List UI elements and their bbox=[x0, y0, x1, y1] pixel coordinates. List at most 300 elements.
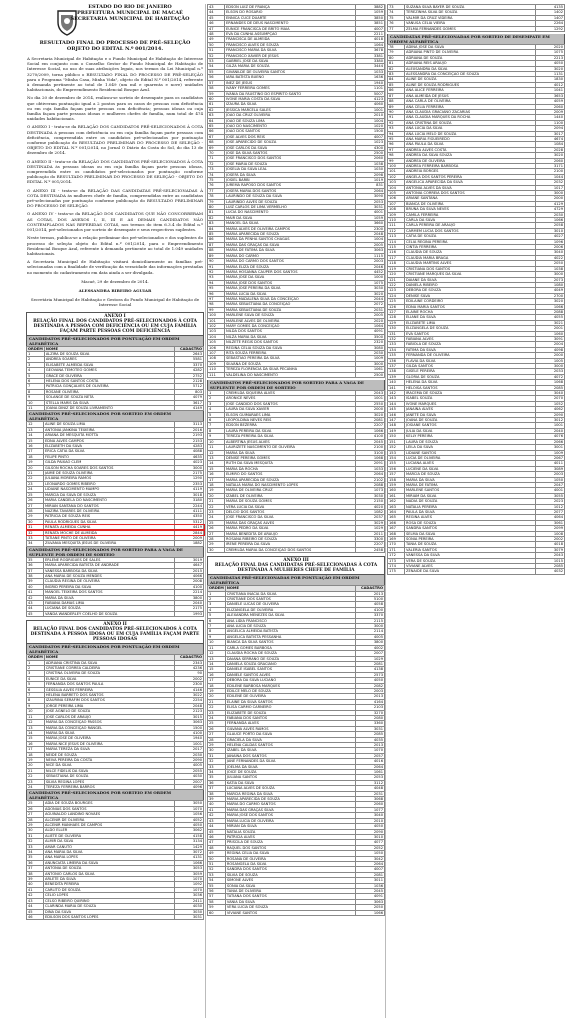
name-cell: VANESSA BARBOSA DA SILVA bbox=[44, 568, 175, 573]
name-cell: JORGE PEREIRA LIMA bbox=[44, 703, 174, 708]
cadastro-cell: 2066 bbox=[536, 439, 565, 444]
cadastro-cell: 2264 bbox=[536, 21, 565, 26]
order-cell: 133 bbox=[388, 342, 405, 347]
order-cell: 19 bbox=[208, 688, 226, 693]
cadastro-cell: 2005 bbox=[356, 313, 385, 318]
cadastro-cell: 3851 bbox=[356, 21, 385, 26]
order-cell: 99 bbox=[208, 307, 225, 312]
order-cell: 168 bbox=[388, 531, 405, 536]
cadastro-cell: 4079 bbox=[175, 395, 204, 400]
name-cell: CREMILDA MARIA DA CONCEIÇÃO DOS SANTOS bbox=[225, 547, 356, 552]
name-cell: JOICE DE SOUZA bbox=[225, 770, 355, 775]
order-cell: 25 bbox=[208, 520, 225, 525]
order-cell: 44 bbox=[208, 10, 225, 15]
cadastro-cell: 2064 bbox=[356, 188, 385, 193]
anexo-1-section-pontuacao: CANDIDATOS PRÉ-SELECIONADOS POR PONTUAÇÃO EM ORDEM ALFABÉTICA bbox=[26, 336, 204, 346]
order-cell: 164 bbox=[388, 509, 405, 514]
name-cell: JANE FERNANDES DA SILVA bbox=[225, 759, 355, 764]
name-cell: FABIOLA DE SOUZA bbox=[405, 342, 536, 347]
anexo-3-table-pontuacao bbox=[207, 585, 385, 916]
cadastro-cell: 2010 bbox=[356, 818, 385, 823]
name-cell: ELIANE DA SILVA bbox=[405, 315, 536, 320]
cadastro-cell: 1019 bbox=[356, 178, 385, 183]
order-cell: 17 bbox=[208, 678, 226, 683]
order-cell: 96 bbox=[208, 291, 225, 296]
name-cell: FRANCISCA DE ALMEIDA bbox=[225, 37, 356, 42]
cadastro-cell: 1500 bbox=[356, 129, 385, 134]
order-cell: 13 bbox=[208, 455, 225, 460]
document-body bbox=[25, 56, 205, 275]
cadastro-cell: 4005 bbox=[356, 634, 385, 639]
name-cell: HELENA CALDAS SANTOS bbox=[225, 743, 355, 748]
name-cell: ADRIANA PINTO DE OLIVEIRA bbox=[405, 50, 536, 55]
cadastro-cell: 3113 bbox=[175, 422, 204, 427]
order-cell: 9 bbox=[27, 703, 45, 708]
cadastro-cell: 1292 bbox=[536, 26, 565, 31]
order-cell: 39 bbox=[208, 797, 226, 802]
order-cell: 31 bbox=[27, 525, 44, 530]
cadastro-cell: 3080 bbox=[356, 345, 385, 350]
cadastro-cell: 3031 bbox=[175, 914, 204, 919]
name-cell: ANA ALMEIDA DE JESUS bbox=[405, 93, 536, 98]
name-cell: VIVIANE SANTOS bbox=[225, 910, 355, 915]
order-cell: 144 bbox=[388, 401, 405, 406]
cadastro-cell: 2500 bbox=[356, 372, 385, 377]
name-cell: JOANA DE SOUZA bbox=[405, 418, 536, 423]
name-cell: MARIA DAS GRAÇAS SILVA bbox=[225, 807, 355, 812]
cadastro-cell: 4023 bbox=[175, 460, 204, 465]
order-cell: 173 bbox=[388, 558, 405, 563]
name-cell: JOÃO DO NASCIMENTO bbox=[225, 123, 356, 128]
name-cell: ELAINE DA SILVA SANTOS bbox=[225, 699, 355, 704]
cadastro-cell: 3370 bbox=[175, 362, 204, 367]
cadastro-cell: 1033 bbox=[356, 466, 385, 471]
order-cell: 15 bbox=[27, 736, 45, 741]
order-cell: 36 bbox=[208, 780, 226, 785]
cadastro-cell: 1020 bbox=[356, 123, 385, 128]
cadastro-cell: 1940 bbox=[175, 736, 204, 741]
cadastro-cell: 2091 bbox=[356, 461, 385, 466]
name-cell: IRACEMA DE SOUZA bbox=[405, 391, 536, 396]
signer-name: ALESSANDRA RIBEIRO AGUIAR bbox=[78, 287, 152, 293]
order-cell: 95 bbox=[208, 286, 225, 291]
name-cell: ADRIANA REIS ARAUJO bbox=[405, 61, 536, 66]
cadastro-cell: 2254 bbox=[175, 698, 204, 703]
name-cell: ZILVANIA MESQUITA JESUS DE OLIVEIRA bbox=[44, 541, 175, 546]
name-cell: ALEXSANDRA DA SILVA bbox=[405, 66, 536, 71]
name-cell: ANTONIO CARLOS DA SILVA bbox=[44, 871, 175, 876]
cadastro-cell: 1500 bbox=[175, 725, 204, 730]
order-cell: 39 bbox=[27, 877, 44, 882]
name-cell: CRISTIANA DOS SANTOS bbox=[405, 266, 536, 271]
cadastro-cell: 1038 bbox=[356, 161, 385, 166]
cadastro-cell: 1004 bbox=[356, 118, 385, 123]
cadastro-cell: 2064 bbox=[356, 472, 385, 477]
cadastro-cell: 2300 bbox=[356, 226, 385, 231]
order-cell: 118 bbox=[388, 261, 405, 266]
cadastro-cell: 3053 bbox=[175, 866, 204, 871]
cadastro-cell: 4007 bbox=[356, 26, 385, 31]
name-cell: STELLA MARIS DA SILVA bbox=[44, 400, 174, 405]
name-cell: DINA DA SILVA bbox=[44, 909, 175, 914]
order-cell: 4 bbox=[27, 368, 45, 373]
cadastro-cell: 3100 bbox=[356, 450, 385, 455]
cadastro-cell: 4282 bbox=[175, 368, 204, 373]
order-cell: 28 bbox=[208, 537, 225, 542]
name-cell: GLAUCE PORTO DA SILVA bbox=[225, 732, 355, 737]
cadastro-cell: 2060 bbox=[536, 104, 565, 109]
name-cell: CLAUDIA DE SOUZA bbox=[405, 250, 536, 255]
order-cell: 82 bbox=[388, 66, 405, 71]
name-cell: MARIA DE OLIVEIRA CRUZ bbox=[225, 488, 356, 493]
cadastro-cell: 1005 bbox=[536, 358, 565, 363]
cadastro-cell: 3063 bbox=[175, 720, 204, 725]
name-cell: LEILA DA SILVA bbox=[405, 445, 536, 450]
cadastro-cell: 2320 bbox=[356, 340, 385, 345]
name-cell: FERNANDA DOS SANTOS PAULA bbox=[44, 682, 174, 687]
name-cell: DAIANE DA SILVA bbox=[405, 277, 536, 282]
name-cell: MARIA JOSE DA SILVA bbox=[225, 275, 356, 280]
cadastro-cell: 1001 bbox=[536, 423, 565, 428]
cadastro-cell: 4072 bbox=[536, 374, 565, 379]
order-cell: 175 bbox=[388, 569, 405, 574]
name-cell: CARLA GOMES BARBOSA bbox=[225, 645, 355, 650]
cadastro-cell: 3800 bbox=[356, 640, 385, 645]
order-cell: 150 bbox=[388, 434, 405, 439]
order-cell: 21 bbox=[208, 699, 226, 704]
cadastro-cell: 3022 bbox=[175, 693, 204, 698]
order-cell: 14 bbox=[208, 461, 225, 466]
cadastro-cell: 2007 bbox=[175, 779, 204, 784]
name-cell: ANDREA FERREIRA BARBOSA bbox=[405, 163, 536, 168]
cadastro-cell: 1830 bbox=[536, 77, 565, 82]
order-cell: 139 bbox=[388, 374, 405, 379]
order-cell: 41 bbox=[208, 807, 226, 812]
name-cell: ERNANDES DE DEUS NASCIMENTO bbox=[225, 21, 356, 26]
anexo-3-section-pontuacao: CANDIDATAS PRÉ-SELECIONADAS POR PONTUAÇÃO EM ORDEM ALFABÉTICA bbox=[207, 575, 385, 585]
order-cell: 30 bbox=[208, 547, 225, 552]
order-cell: 16 bbox=[208, 672, 226, 677]
name-cell: DEBORA DA SILVA LUCIANO bbox=[225, 678, 355, 683]
name-cell: ALMIR DA SILVA bbox=[44, 839, 175, 844]
name-cell: ANA MARIA FIGUEIREDO bbox=[405, 136, 536, 141]
cadastro-cell: 1070 bbox=[175, 887, 204, 892]
name-cell: CAMILA FERREIRA bbox=[405, 212, 536, 217]
order-cell: 4 bbox=[208, 407, 225, 412]
order-cell: 26 bbox=[208, 526, 225, 531]
cadastro-cell: 4100 bbox=[175, 584, 204, 589]
cadastro-cell: 3000 bbox=[536, 272, 565, 277]
order-cell: 96 bbox=[388, 142, 405, 147]
order-cell: 33 bbox=[27, 535, 44, 540]
order-cell: 41 bbox=[27, 887, 44, 892]
order-cell: 78 bbox=[208, 194, 225, 199]
order-cell: 161 bbox=[388, 493, 405, 498]
name-cell: ARLETE DA SILVA bbox=[44, 877, 175, 882]
name-cell: MARIA DA SILVA bbox=[405, 477, 536, 482]
name-cell: EDILENE DE OLIVEIRA bbox=[225, 694, 355, 699]
name-cell: FERNANDA ALVES bbox=[225, 721, 355, 726]
cadastro-cell: 4100 bbox=[356, 607, 385, 612]
cadastro-cell: 4138 bbox=[356, 667, 385, 672]
cadastro-cell: 3040 bbox=[536, 250, 565, 255]
cadastro-cell: 2103 bbox=[356, 705, 385, 710]
name-cell: LUCIANA ALVES bbox=[405, 461, 536, 466]
name-cell: INGRID PEREIRA DA SILVA bbox=[44, 584, 175, 589]
cadastro-cell: 3040 bbox=[536, 391, 565, 396]
order-cell: 88 bbox=[208, 248, 225, 253]
column-3-table-sorteio bbox=[387, 44, 565, 575]
name-cell: CRISTIANE MARQUES DA SILVA bbox=[405, 272, 536, 277]
cadastro-cell: 2214 bbox=[175, 590, 204, 595]
order-cell: 18 bbox=[208, 683, 226, 688]
table-row bbox=[27, 541, 204, 546]
cadastro-cell: 3055 bbox=[536, 493, 565, 498]
column-header: NOME bbox=[225, 586, 355, 591]
order-cell: 98 bbox=[208, 302, 225, 307]
anexo-1-table-suplente bbox=[26, 557, 204, 617]
cadastro-cell: 4091 bbox=[356, 894, 385, 899]
table-row bbox=[27, 406, 204, 411]
name-cell: FLAVIA DA SILVA bbox=[405, 358, 536, 363]
cadastro-cell: 1075 bbox=[536, 50, 565, 55]
name-cell: ANA LUCIA MELO DE SOUZA bbox=[405, 131, 536, 136]
order-cell: 78 bbox=[388, 45, 405, 50]
cadastro-cell: 4035 bbox=[356, 737, 385, 742]
order-cell: 111 bbox=[208, 372, 225, 377]
cadastro-cell: 1096 bbox=[536, 239, 565, 244]
cadastro-cell: 1082 bbox=[356, 509, 385, 514]
order-cell: 90 bbox=[208, 259, 225, 264]
name-cell: MARIA SEBASTIANA DA CONCEIÇÃO bbox=[225, 302, 356, 307]
body-paragraph: O ANEXO IV - trata-se da RELAÇÃO DOS CANDIDATOS QUE NÃO CONCORRERAM AS COTAS, DOS ANEXOS I, II, III E AS DEMAIS CANDIDATOS NÃO CONTEMPLADOS NAS REFERIDAS COTAS, nos termos do item 6.3.4 do Edital n.º 001/2014, pré-selecionados por sorteio de desempate e seus respectivos suplentes. bbox=[27, 211, 203, 233]
name-cell: INEZ DE JESUS bbox=[225, 80, 356, 85]
column-3-section-sorteio: CANDIDATAS PRÉ-SELECIONADAS POR SORTEIO DE DESEMPATE EM ORDEM ALFABÉTICA bbox=[387, 34, 565, 44]
order-cell: 110 bbox=[388, 218, 405, 223]
name-cell: VERA LUCIA DE SOUZA bbox=[225, 905, 355, 910]
name-cell: ERICA CATIA DA SILVA bbox=[44, 449, 175, 454]
name-cell: PAULA RODRIGUES DA SILVA bbox=[44, 519, 175, 524]
order-cell: 7 bbox=[27, 384, 45, 389]
order-cell: 32 bbox=[27, 839, 44, 844]
cadastro-cell: 2099 bbox=[536, 526, 565, 531]
cadastro-cell: 2844 bbox=[175, 530, 204, 535]
cadastro-cell: 2353 bbox=[175, 481, 204, 486]
name-cell: JOÃO DA CRUZ OLIVEIRA bbox=[225, 113, 356, 118]
order-cell: 14 bbox=[208, 661, 226, 666]
name-cell: CRISTIANE CORREA CALDEIRA bbox=[44, 666, 174, 671]
cadastro-cell: 2114 bbox=[356, 629, 385, 634]
name-cell: MARIA DE SOUZA GOMES bbox=[225, 499, 356, 504]
order-cell: 12 bbox=[27, 720, 45, 725]
order-cell: 86 bbox=[208, 237, 225, 242]
name-cell: CARMEM LUCIA DOS SANTOS bbox=[405, 228, 536, 233]
order-cell: 158 bbox=[388, 477, 405, 482]
cadastro-cell: 4030 bbox=[175, 904, 204, 909]
name-cell: FELIPE PINTO bbox=[44, 454, 175, 459]
cadastro-cell: 2098 bbox=[356, 172, 385, 177]
order-cell: 31 bbox=[208, 753, 226, 758]
name-cell: TEREZA FERREIRA BARROS bbox=[44, 784, 174, 789]
cadastro-cell: 4135 bbox=[536, 5, 565, 10]
cadastro-cell: 4100 bbox=[356, 434, 385, 439]
order-cell: 42 bbox=[27, 595, 44, 600]
order-cell: 24 bbox=[208, 515, 225, 520]
column-3 bbox=[385, 4, 566, 1018]
cadastro-cell: 1030 bbox=[356, 167, 385, 172]
name-cell: NATALIA MARIA DO NASCIMENTO LOPES bbox=[225, 482, 356, 487]
anexo-3-title: RELAÇÃO FINAL DAS CANDIDATAS PRÉ-SELECIONADAS À COTA DESTINADA À MULHERES CHEFE DE FAMÍLIA bbox=[214, 563, 378, 574]
name-cell: ALINE DE SOUZA LIMA bbox=[44, 422, 175, 427]
name-cell: JANAINA DOS SANTOS bbox=[225, 753, 355, 758]
name-cell: EDNA MARIA SANTOS bbox=[405, 304, 536, 309]
name-cell: NILZETE REGIS DOS SANTOS bbox=[225, 340, 356, 345]
name-cell: NATALIA SOUZA bbox=[225, 829, 355, 834]
column-2-table-suplente bbox=[207, 390, 385, 553]
name-cell: JOÃO DE SOUZA LIMA bbox=[225, 118, 356, 123]
order-cell: 34 bbox=[27, 541, 44, 546]
order-cell: 73 bbox=[208, 167, 225, 172]
name-cell: DENISE PEREIRA GOMES bbox=[225, 455, 356, 460]
order-cell: 100 bbox=[388, 163, 405, 168]
order-cell: 95 bbox=[388, 136, 405, 141]
cadastro-cell: 3021 bbox=[536, 320, 565, 325]
order-cell: 10 bbox=[208, 640, 226, 645]
order-cell: 149 bbox=[388, 428, 405, 433]
order-cell: 124 bbox=[388, 293, 405, 298]
name-cell: REGINA CELIA DA SILVA bbox=[225, 851, 355, 856]
cadastro-cell: 2064 bbox=[356, 764, 385, 769]
cadastro-cell: 1012 bbox=[536, 504, 565, 509]
order-cell: 58 bbox=[208, 86, 225, 91]
order-cell: 137 bbox=[388, 364, 405, 369]
cadastro-cell: 831 bbox=[356, 183, 385, 188]
name-cell: FRANCISCO ALVES DE SOUZA bbox=[225, 42, 356, 47]
order-cell: 65 bbox=[208, 123, 225, 128]
cadastro-cell: 3882 bbox=[356, 5, 385, 10]
name-cell: ANA CRISTINA DE SOUZA bbox=[405, 120, 536, 125]
order-cell: 75 bbox=[388, 15, 405, 20]
order-cell: 57 bbox=[208, 894, 226, 899]
order-cell: 10 bbox=[27, 709, 45, 714]
cadastro-cell: 4050 bbox=[356, 824, 385, 829]
order-cell: 22 bbox=[208, 504, 225, 509]
cadastro-cell: 2175 bbox=[175, 471, 204, 476]
order-cell: 122 bbox=[388, 282, 405, 287]
name-cell: JOSE AGNELO DE SOUZA bbox=[44, 709, 174, 714]
order-cell: 28 bbox=[27, 508, 44, 513]
order-cell: 159 bbox=[388, 482, 405, 487]
cadastro-cell: 2058 bbox=[536, 223, 565, 228]
cadastro-cell: 5100 bbox=[356, 597, 385, 602]
name-cell: ADRIANA CRISTINA DA SILVA bbox=[44, 660, 174, 665]
name-cell: PRISCILA DE SOUZA bbox=[225, 840, 355, 845]
order-cell: 89 bbox=[388, 104, 405, 109]
order-cell: 48 bbox=[208, 32, 225, 37]
cadastro-cell: 1017 bbox=[536, 185, 565, 190]
cadastro-cell: 1044 bbox=[536, 174, 565, 179]
name-cell: LIDIANE NASCIMENTO MAMPO bbox=[44, 487, 175, 492]
name-cell: LEOPOLDINA NEVES REIS bbox=[225, 418, 356, 423]
order-cell: 37 bbox=[208, 786, 226, 791]
order-cell: 98 bbox=[388, 153, 405, 158]
order-cell: 27 bbox=[208, 732, 226, 737]
name-cell: FABIANA DOS SANTOS bbox=[225, 715, 355, 720]
cadastro-cell: 4129 bbox=[536, 201, 565, 206]
name-cell: ROSANA DE OLIVEIRA bbox=[225, 856, 355, 861]
name-cell: MARIA ALVES DE OLIVEIRA CAMPOS bbox=[225, 226, 356, 231]
cadastro-cell: 4146 bbox=[175, 687, 204, 692]
name-cell: ANA CARLA DE OLIVEIRA bbox=[405, 99, 536, 104]
cadastro-cell: 1064 bbox=[356, 42, 385, 47]
cadastro-cell: 1050 bbox=[356, 851, 385, 856]
name-cell: LIDIANE SANTOS bbox=[405, 450, 536, 455]
name-cell: MARIA NICE JESUS DE OLIVEIRA bbox=[44, 741, 174, 746]
order-cell: 104 bbox=[208, 334, 225, 339]
name-cell: JOSE CARLOS DA SILVA bbox=[225, 145, 356, 150]
cadastro-cell: 2013 bbox=[356, 591, 385, 596]
order-cell: 23 bbox=[27, 779, 45, 784]
column-header: CADASTRO bbox=[175, 655, 204, 660]
name-cell: MARIA DO CARMO bbox=[225, 253, 356, 258]
order-cell: 70 bbox=[208, 150, 225, 155]
name-cell: ANA LIDIA FRANCISCO bbox=[225, 618, 355, 623]
order-cell: 44 bbox=[208, 824, 226, 829]
order-cell: 28 bbox=[208, 737, 226, 742]
name-cell: CARLA PEREIRA DE ARAUJO bbox=[405, 223, 536, 228]
cadastro-cell: 3015 bbox=[175, 714, 204, 719]
order-cell: 108 bbox=[388, 207, 405, 212]
name-cell: IZAURA DA SILVA bbox=[225, 102, 356, 107]
order-cell: 3 bbox=[27, 671, 45, 676]
order-cell: 15 bbox=[208, 466, 225, 471]
name-cell: JOSE CARLOS DE ARAUJO bbox=[44, 714, 174, 719]
name-cell: TEREZINHA SILVA DE SOUZA bbox=[405, 10, 536, 15]
cadastro-cell: 1084 bbox=[536, 142, 565, 147]
order-cell: 94 bbox=[388, 131, 405, 136]
order-cell: 123 bbox=[388, 288, 405, 293]
body-paragraph: Neste termos, publica-se a relação preliminar dos pré-selecionados e dos suplentes do processo de seleção objeto do Edital n.º 001/2014, para o Empreendimento Residencial Bosque Azul, referente à demanda pertinente ao total de 1.049 unidades habitacionais. bbox=[27, 235, 203, 256]
order-cell: 19 bbox=[27, 460, 44, 465]
name-cell: JOSE CANDIDO DOS SANTOS bbox=[225, 401, 356, 406]
cadastro-cell: 4158 bbox=[175, 833, 204, 838]
order-cell: 30 bbox=[27, 519, 44, 524]
order-cell: 50 bbox=[208, 856, 226, 861]
cadastro-cell: 3020 bbox=[356, 291, 385, 296]
cadastro-cell: 1440 bbox=[536, 115, 565, 120]
cadastro-cell: 2100 bbox=[536, 169, 565, 174]
order-cell: 103 bbox=[388, 180, 405, 185]
order-cell: 165 bbox=[388, 515, 405, 520]
cadastro-cell: 4164 bbox=[356, 699, 385, 704]
order-cell: 126 bbox=[388, 304, 405, 309]
name-cell: ADIA DE SOUZA BOURGES bbox=[44, 801, 175, 806]
cadastro-cell: 4016 bbox=[356, 759, 385, 764]
order-cell: 12 bbox=[208, 450, 225, 455]
order-cell: 4 bbox=[27, 676, 45, 681]
order-cell: 1 bbox=[27, 660, 45, 665]
cadastro-cell: 2023 bbox=[536, 499, 565, 504]
order-cell: 8 bbox=[208, 428, 225, 433]
cadastro-cell: 3090 bbox=[356, 194, 385, 199]
name-cell: CELIA REGINA PEREIRA bbox=[405, 239, 536, 244]
cadastro-cell: 2573 bbox=[356, 672, 385, 677]
order-cell: 103 bbox=[208, 329, 225, 334]
order-cell: 60 bbox=[208, 910, 226, 915]
order-cell: 52 bbox=[208, 867, 226, 872]
order-cell: 50 bbox=[208, 42, 225, 47]
name-cell: NILDA DOS SANTOS bbox=[225, 329, 356, 334]
